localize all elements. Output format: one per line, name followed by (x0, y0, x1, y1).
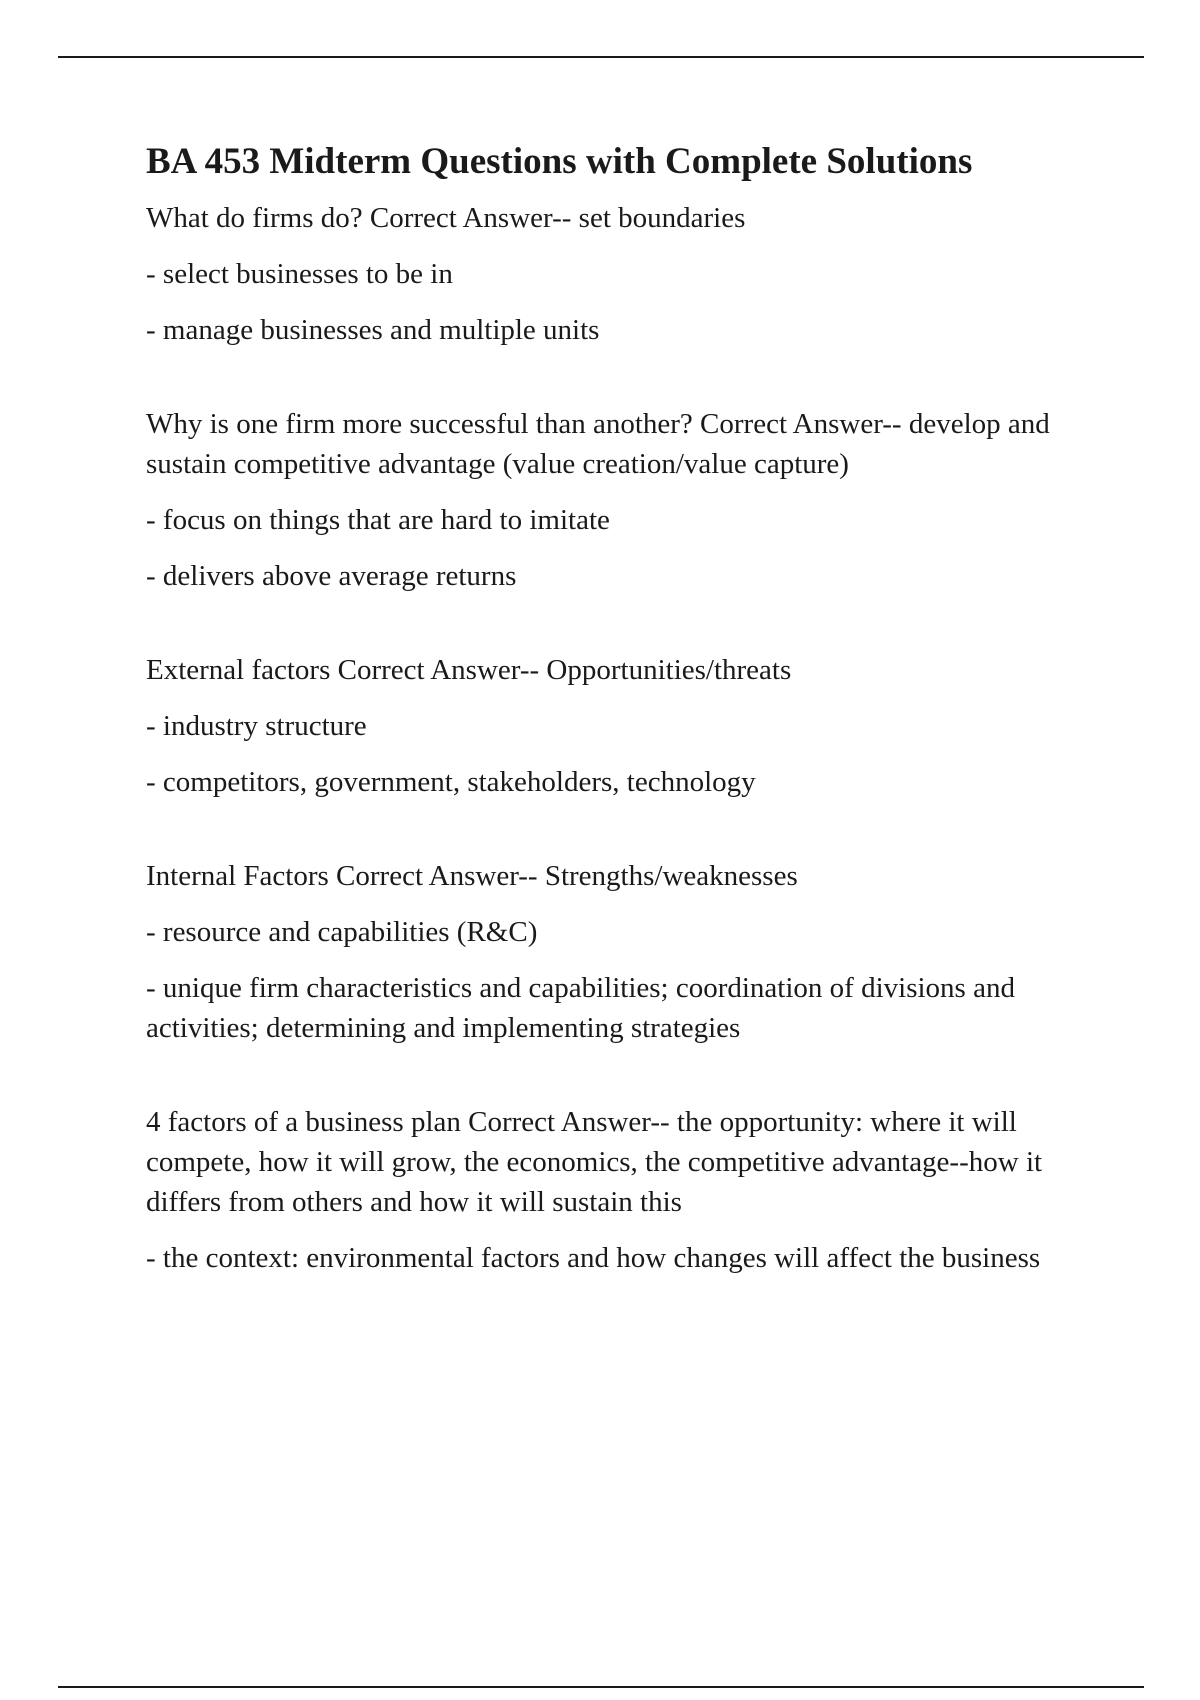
question-line: Why is one firm more successful than another? Correct Answer-- develop and sustain competitive advantage (value creation/value capture) (146, 408, 1050, 481)
answer-bullet: - delivers above average returns (146, 560, 517, 593)
question-line: 4 factors of a business plan Correct Answer-- the opportunity: where it will compete, how it will grow, the economics, the competitive advantage--how it differs from others and how it will sustain this (146, 1106, 1043, 1219)
document-title: BA 453 Midterm Questions with Complete Solutions (146, 141, 973, 182)
qa-block-success (146, 404, 1086, 596)
answer-bullet: - unique firm characteristics and capabilities; coordination of divisions and activities; determining and implementing strategies (146, 972, 1015, 1045)
qa-block-internal (146, 856, 1086, 1048)
answer-bullet: - focus on things that are hard to imitate (146, 504, 610, 537)
answer-bullet: - select businesses to be in (146, 258, 453, 291)
qa-block-firms (146, 198, 1086, 350)
answer-bullet: - industry structure (146, 710, 367, 743)
qa-block-business-plan (146, 1102, 1086, 1278)
answer-bullet: - resource and capabilities (R&C) (146, 916, 538, 949)
answer-bullet: - the context: environmental factors and how changes will affect the business (146, 1242, 1041, 1275)
answer-bullet: - manage businesses and multiple units (146, 314, 600, 347)
question-line: What do firms do? Correct Answer-- set boundaries (146, 202, 746, 235)
question-line: Internal Factors Correct Answer-- Strengths/weaknesses (146, 860, 798, 893)
answer-bullet: - competitors, government, stakeholders, technology (146, 766, 756, 799)
footer-rule (58, 1686, 1144, 1688)
question-line: External factors Correct Answer-- Opportunities/threats (146, 654, 792, 687)
header-rule (58, 56, 1144, 58)
qa-block-external (146, 650, 1086, 802)
document-body (146, 140, 1086, 1294)
